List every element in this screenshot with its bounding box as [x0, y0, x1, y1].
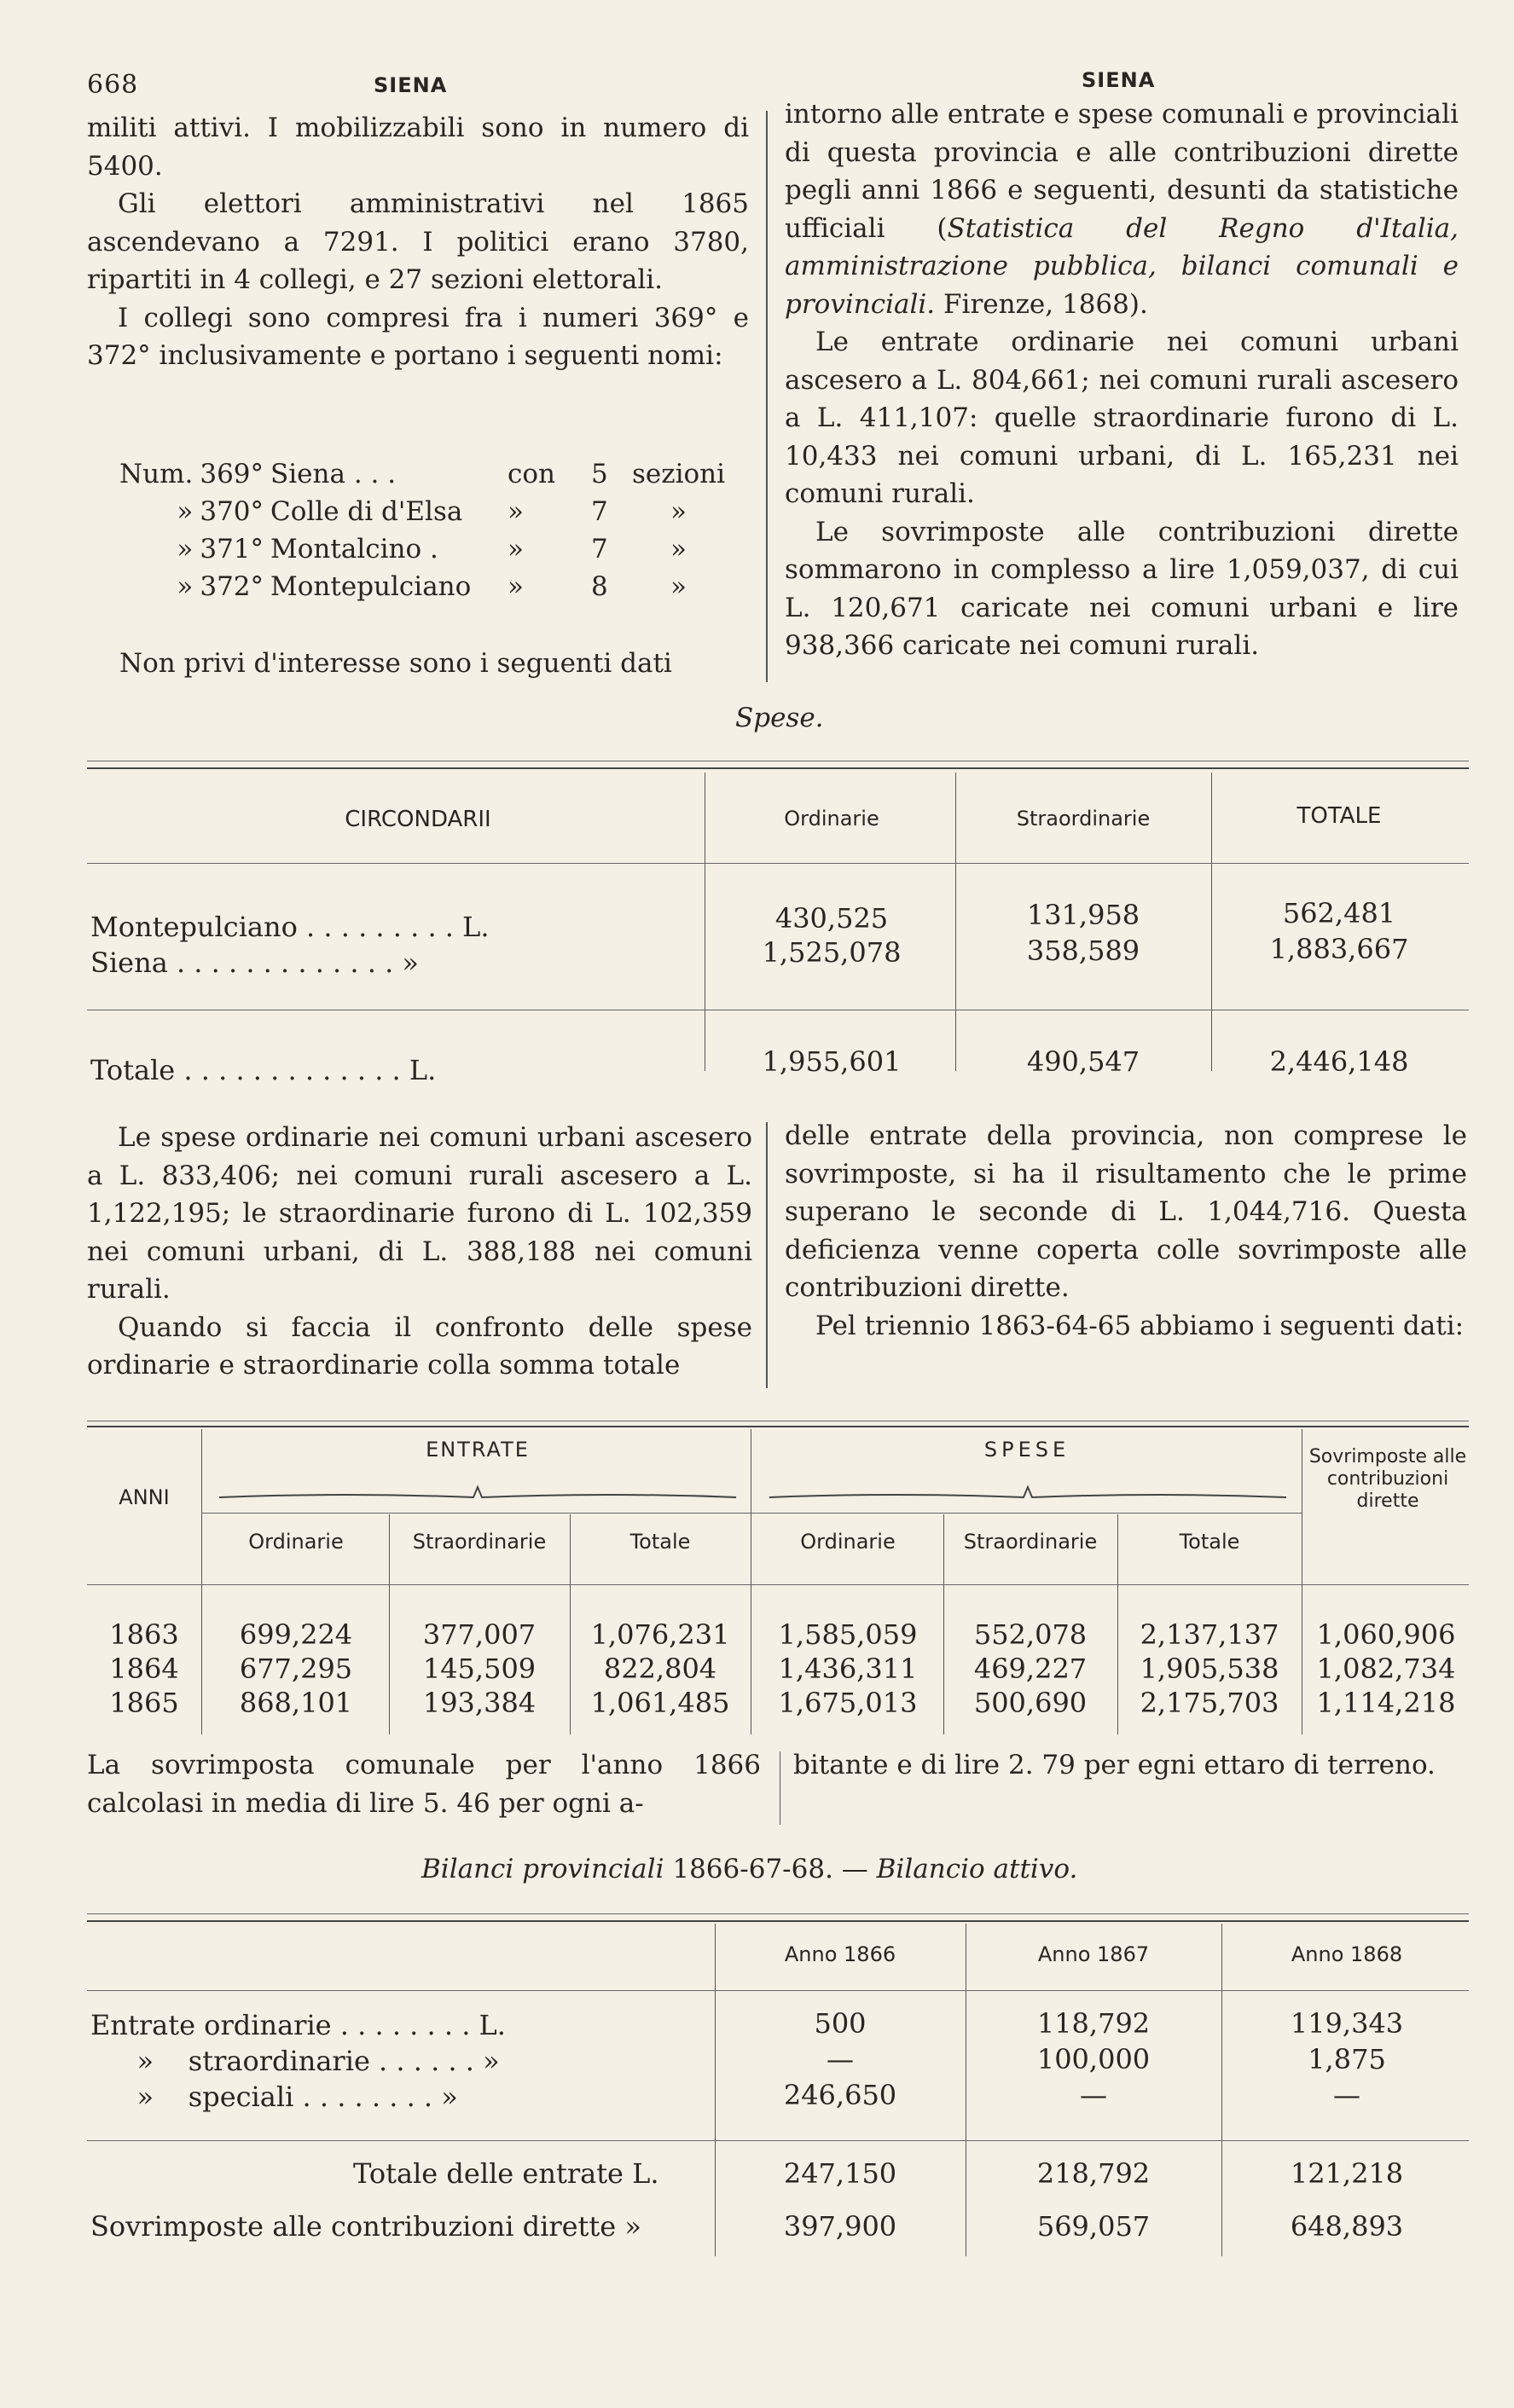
paragraph: delle entrate della provincia, non comprese le sovrimposte, si ha il risultamento che le prime superano le seconde di L. 1,044,716. Questa deficienza venne coperta colle sovrimposte alle contribuzioni dirette. [785, 1120, 1467, 1303]
paragraph: Le spese ordinarie nei comuni urbani ascesero a L. 833,406; nei comuni rurali ascesero a L. 1,122,195; le straordinarie furono di L. 102,359 nei comuni urbani, di L. 388,188 nei comuni rurali. [87, 1122, 752, 1305]
column-divider [766, 1122, 768, 1388]
left-column-top [87, 109, 749, 375]
table-cell: 218,792 [1036, 2157, 1151, 2190]
table-cell: 119,343 [1290, 2007, 1404, 2040]
column-header: Straordinarie [1016, 807, 1151, 831]
table-cell: 1,955,601 [762, 1045, 902, 1078]
running-title-right: SIENA [1082, 68, 1156, 92]
table-cell: 822,804 [603, 1653, 717, 1685]
table-cell: 469,227 [973, 1653, 1088, 1685]
table-cell: 490,547 [1026, 1045, 1140, 1078]
collegi-list [119, 455, 732, 605]
column-header: SPESE [983, 1438, 1070, 1462]
right-column-middle [785, 1117, 1467, 1345]
paragraph: Pel triennio 1863-64-65 abbiamo i seguenti dati: [815, 1310, 1465, 1341]
column-header: Anno 1866 [784, 1942, 896, 1966]
column-header: Sovrimposte alle contribuzioni dirette [1308, 1446, 1467, 1512]
column-header: Straordinarie [412, 1530, 547, 1554]
table-cell: 2,137,137 [1140, 1618, 1279, 1651]
table-cell: 430,525 [774, 902, 889, 935]
table-cell: 500,690 [973, 1687, 1088, 1719]
table-cell: 2,446,148 [1269, 1045, 1409, 1078]
table-cell: 118,792 [1036, 2007, 1151, 2040]
table-cell: 868,101 [239, 1687, 353, 1719]
table-cell: 1,875 [1308, 2043, 1386, 2075]
table-row-label: Sovrimposte alle contribuzioni dirette » [90, 2210, 641, 2243]
table-cell: 1,585,059 [778, 1618, 918, 1651]
paragraph: I collegi sono compresi fra i numeri 369° e 372° inclusivamente e portano i seguenti nomi: [87, 302, 749, 371]
table-cell: 1,436,311 [778, 1653, 918, 1685]
page-number: 668 [87, 70, 139, 100]
table-cell: 397,900 [783, 2210, 897, 2243]
table-cell: 377,007 [422, 1618, 537, 1651]
table-cell: 699,224 [239, 1618, 353, 1651]
column-header: CIRCONDARII [345, 807, 491, 832]
right-column-top [785, 96, 1459, 665]
section-title: Bilanci provinciali 1866-67-68. — Bilancio attivo. [421, 1854, 1078, 1884]
column-divider [766, 111, 768, 682]
year-cell: 1863 [109, 1618, 179, 1651]
table-row-label: Entrate ordinarie . . . . . . . . L. [90, 2009, 506, 2041]
year-cell: 1865 [109, 1687, 179, 1719]
list-item: » 371° Montalcino . » 7 » [177, 534, 687, 564]
table-cell: 145,509 [422, 1653, 537, 1685]
year-cell: 1864 [109, 1653, 179, 1685]
table-cell: 1,061,485 [590, 1687, 730, 1719]
table-cell: 100,000 [1036, 2043, 1151, 2075]
left-last-line: Non privi d'interesse sono i seguenti dati [119, 648, 672, 679]
column-header: Anno 1868 [1291, 1942, 1403, 1966]
table-cell: 552,078 [973, 1618, 1088, 1651]
table-cell: 131,958 [1026, 899, 1140, 931]
table-cell: — [1333, 2079, 1360, 2111]
column-header: Totale [629, 1530, 691, 1554]
list-item: » 370° Colle di d'Elsa » 7 » [177, 496, 687, 527]
sovrimposta-left: La sovrimposta comunale per l'anno 1866 calcolasi in media di lire 5. 46 per ogni a- [87, 1750, 761, 1819]
table-total-label: Totale delle entrate L. [353, 2157, 659, 2190]
table-row-label: Siena . . . . . . . . . . . . . » [90, 946, 419, 979]
table-cell: 246,650 [783, 2079, 897, 2111]
table-cell: — [1080, 2079, 1107, 2111]
table-cell: 1,060,906 [1316, 1618, 1456, 1651]
running-title-left: SIENA [374, 73, 448, 97]
table-cell: 1,883,667 [1269, 933, 1409, 965]
table-row-label: » speciali . . . . . . . . » [111, 2081, 458, 2113]
table-cell: 1,076,231 [590, 1618, 730, 1651]
column-header: Straordinarie [963, 1530, 1098, 1554]
paragraph: Le entrate ordinarie nei comuni urbani ascesero a L. 804,661; nei comuni rurali ascesero a L. 411,107: quelle straordinarie furono di L. 10,433 nei comuni urbani, di L. 165,231 nei comuni rurali. [785, 327, 1459, 509]
table-cell: 247,150 [783, 2157, 897, 2190]
table-cell: 569,057 [1036, 2210, 1151, 2243]
table-row-label: Montepulciano . . . . . . . . . L. [90, 911, 490, 943]
table-cell: 1,905,538 [1140, 1653, 1279, 1685]
column-header: ANNI [119, 1485, 170, 1509]
table-cell: 193,384 [422, 1687, 537, 1719]
section-title: Spese. [735, 703, 824, 733]
paragraph: militi attivi. I mobilizzabili sono in numero di 5400. [87, 113, 749, 182]
sovrimposta-right: bitante e di lire 2. 79 per egni ettaro di terreno. [793, 1750, 1436, 1780]
column-header: TOTALE [1296, 803, 1382, 829]
left-column-middle [87, 1119, 752, 1385]
table-cell: 1,082,734 [1316, 1653, 1456, 1685]
column-header: Anno 1867 [1037, 1942, 1150, 1966]
table-cell: 1,525,078 [762, 936, 902, 969]
table-cell: 121,218 [1290, 2157, 1404, 2190]
list-item: Num. 369° Siena . . . con 5 sezioni [119, 459, 726, 489]
column-header: Ordinarie [248, 1530, 344, 1554]
column-header: Totale [1179, 1530, 1240, 1554]
table-cell: 648,893 [1290, 2210, 1404, 2243]
table-total-label: Totale . . . . . . . . . . . . . L. [90, 1054, 437, 1086]
column-header: ENTRATE [426, 1438, 530, 1462]
paragraph: Quando si faccia il confronto delle spese ordinarie e straordinarie colla somma totale [87, 1311, 752, 1381]
column-header: Ordinarie [784, 807, 879, 831]
list-item: » 372° Montepulciano » 8 » [177, 571, 687, 602]
table-cell: 1,675,013 [778, 1687, 918, 1719]
brace-entrate [218, 1482, 738, 1508]
table-cell: 677,295 [239, 1653, 353, 1685]
table-cell: 358,589 [1026, 935, 1140, 967]
table-cell: 562,481 [1282, 897, 1396, 929]
table-cell: 2,175,703 [1140, 1687, 1279, 1719]
table-cell: — [827, 2043, 854, 2075]
column-header: Ordinarie [800, 1530, 896, 1554]
paragraph: intorno alle entrate e spese comunali e provinciali di questa provincia e alle contribuzioni dirette pegli anni 1866 e seguenti, desunti da statistiche ufficiali (Statistica del Regno d'Italia, amministrazione pubblica, bilanci comunali e provinciali. Firenze, 1868). [785, 99, 1459, 320]
table-row-label: » straordinarie . . . . . . » [111, 2045, 500, 2077]
brace-spese [768, 1482, 1288, 1508]
table-cell: 1,114,218 [1316, 1687, 1456, 1719]
table-cell: 500 [814, 2007, 867, 2040]
paragraph: Le sovrimposte alle contribuzioni dirette sommarono in complesso a lire 1,059,037, di cui L. 120,671 caricate nei comuni urbani e lire 938,366 caricate nei comuni rurali. [785, 516, 1459, 661]
paragraph: Gli elettori amministrativi nel 1865 ascendevano a 7291. I politici erano 3780, ripartiti in 4 collegi, e 27 sezioni elettorali. [87, 188, 749, 295]
